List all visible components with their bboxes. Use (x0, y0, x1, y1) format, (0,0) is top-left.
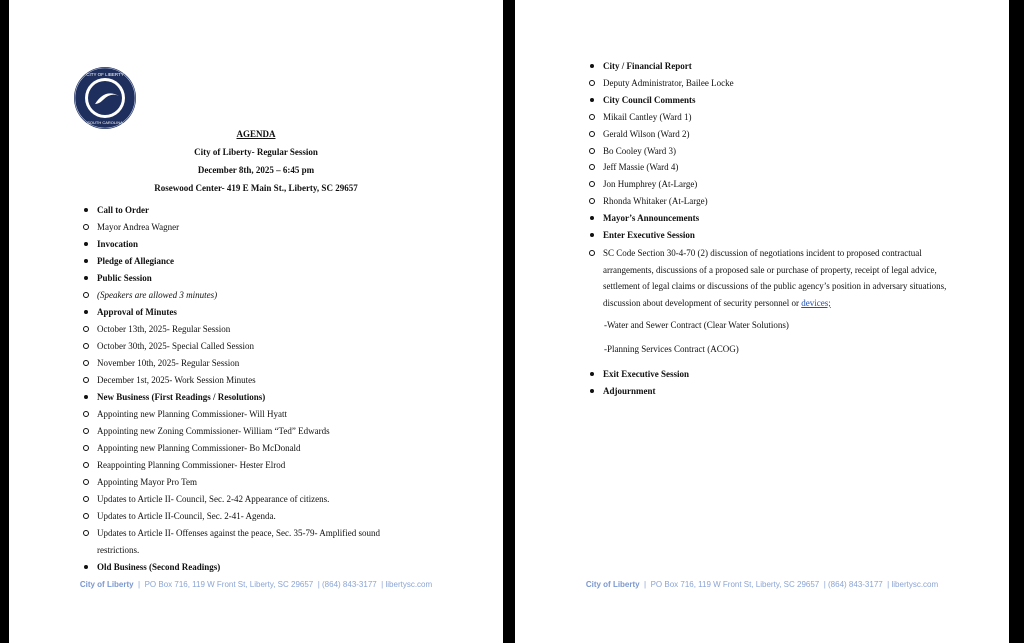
agenda-item-text: Old Business (Second Readings) (97, 562, 221, 572)
city-seal-logo (73, 66, 137, 130)
agenda-item-text: Jon Humphrey (At-Large) (603, 179, 698, 190)
footer-web: libertysc.com (891, 580, 939, 589)
meeting-date: December 8th, 2025 – 6:45 pm (197, 165, 315, 175)
exec-session-paragraph (603, 245, 948, 311)
agenda-item-text: Updates to Article II-Council, Sec. 2-41- Agenda. (97, 511, 276, 521)
agenda-item-text: Appointing new Planning Commissioner- Will Hyatt (97, 409, 288, 419)
agenda-item-text: Deputy Administrator, Bailee Locke (603, 77, 734, 88)
agenda-item-text: Invocation (97, 239, 139, 249)
footer-phone: (864) 843-3177 (828, 580, 883, 589)
agenda-item-text: Updates to Article II- Council, Sec. 2-42 Appearance of citizens. (97, 494, 330, 504)
agenda-item-text: Adjournment (603, 386, 656, 396)
agenda-item-text: Appointing new Planning Commissioner- Bo McDonald (97, 443, 301, 453)
footer-web: libertysc.com (385, 580, 433, 589)
agenda-page-1 (9, 0, 503, 643)
agenda-item-text: Mayor’s Announcements (603, 213, 700, 224)
exec-paragraph-text: SC Code Section 30-4-70 (2) discussion of negotiations incident to proposed contractual arrangements, discussions of a proposed sale or purchase of property, receipt of legal advice, settlement of legal claims or discussions of the public agency’s position in adversary situations, discussion about development of security personnel or (603, 248, 947, 308)
agenda-item-text: Reappointing Planning Commissioner- Hester Elrod (97, 460, 286, 470)
devices-link[interactable]: devices; (801, 297, 831, 308)
agenda-item-text: Gerald Wilson (Ward 2) (603, 128, 690, 139)
agenda-item-text: Call to Order (97, 205, 149, 215)
agenda-item-text: October 13th, 2025- Regular Session (97, 324, 231, 334)
page-footer: City of Liberty | PO Box 716, 119 W Front St, Liberty, SC 29657 | (864) 843-3177 | libertysc.com (585, 580, 939, 589)
session-name: City of Liberty- Regular Session (194, 147, 318, 157)
agenda-item-text: New Business (First Readings / Resolutions) (97, 392, 266, 402)
subline-water-contract: -Water and Sewer Contract (Clear Water Solutions) (604, 320, 789, 330)
footer-org: City of Liberty (79, 580, 134, 589)
agenda-item-text: Rhonda Whitaker (At-Large) (603, 196, 708, 207)
footer-address: PO Box 716, 119 W Front St, Liberty, SC 29657 (144, 580, 314, 589)
agenda-item-text: Enter Executive Session (603, 230, 695, 240)
agenda-item-text: Approval of Minutes (97, 307, 177, 317)
footer-address: PO Box 716, 119 W Front St, Liberty, SC 29657 (650, 580, 820, 589)
agenda-item-text: December 1st, 2025- Work Session Minutes (97, 375, 256, 385)
agenda-item-text: City / Financial Report (603, 61, 692, 71)
agenda-item-text: restrictions. (97, 545, 140, 555)
agenda-item-text: Bo Cooley (Ward 3) (603, 145, 677, 156)
agenda-item-text: Updates to Article II- Offenses against the peace, Sec. 35-79- Amplified sound (97, 528, 381, 538)
agenda-item-text: Pledge of Allegiance (97, 256, 174, 266)
agenda-item-text: (Speakers are allowed 3 minutes) (97, 290, 218, 300)
agenda-item-text: Exit Executive Session (603, 369, 690, 379)
agenda-page-2 (515, 0, 1009, 643)
agenda-item-text: City Council Comments (603, 94, 696, 105)
svg-text:SOUTH CAROLINA: SOUTH CAROLINA (87, 120, 123, 125)
agenda-item-text: October 30th, 2025- Special Called Session (97, 341, 254, 351)
agenda-item-text: Public Session (97, 273, 152, 283)
agenda-item-text: Appointing Mayor Pro Tem (97, 477, 197, 487)
footer-org: City of Liberty (585, 580, 640, 589)
agenda-title: AGENDA (236, 129, 276, 139)
footer-phone: (864) 843-3177 (322, 580, 377, 589)
svg-text:CITY OF LIBERTY: CITY OF LIBERTY (86, 72, 124, 77)
subline-planning-contract: -Planning Services Contract (ACOG) (604, 344, 739, 354)
meeting-location: Rosewood Center- 419 E Main St., Liberty, SC 29657 (154, 183, 358, 193)
agenda-item-text: Jeff Massie (Ward 4) (603, 162, 679, 173)
agenda-item-text: Mikail Cantley (Ward 1) (603, 111, 692, 122)
agenda-item-text: Mayor Andrea Wagner (97, 222, 180, 232)
agenda-item-text: November 10th, 2025- Regular Session (97, 358, 240, 368)
agenda-item-text: Appointing new Zoning Commissioner- William “Ted” Edwards (97, 426, 330, 436)
page-footer: City of Liberty | PO Box 716, 119 W Front St, Liberty, SC 29657 | (864) 843-3177 | libertysc.com (79, 580, 433, 589)
